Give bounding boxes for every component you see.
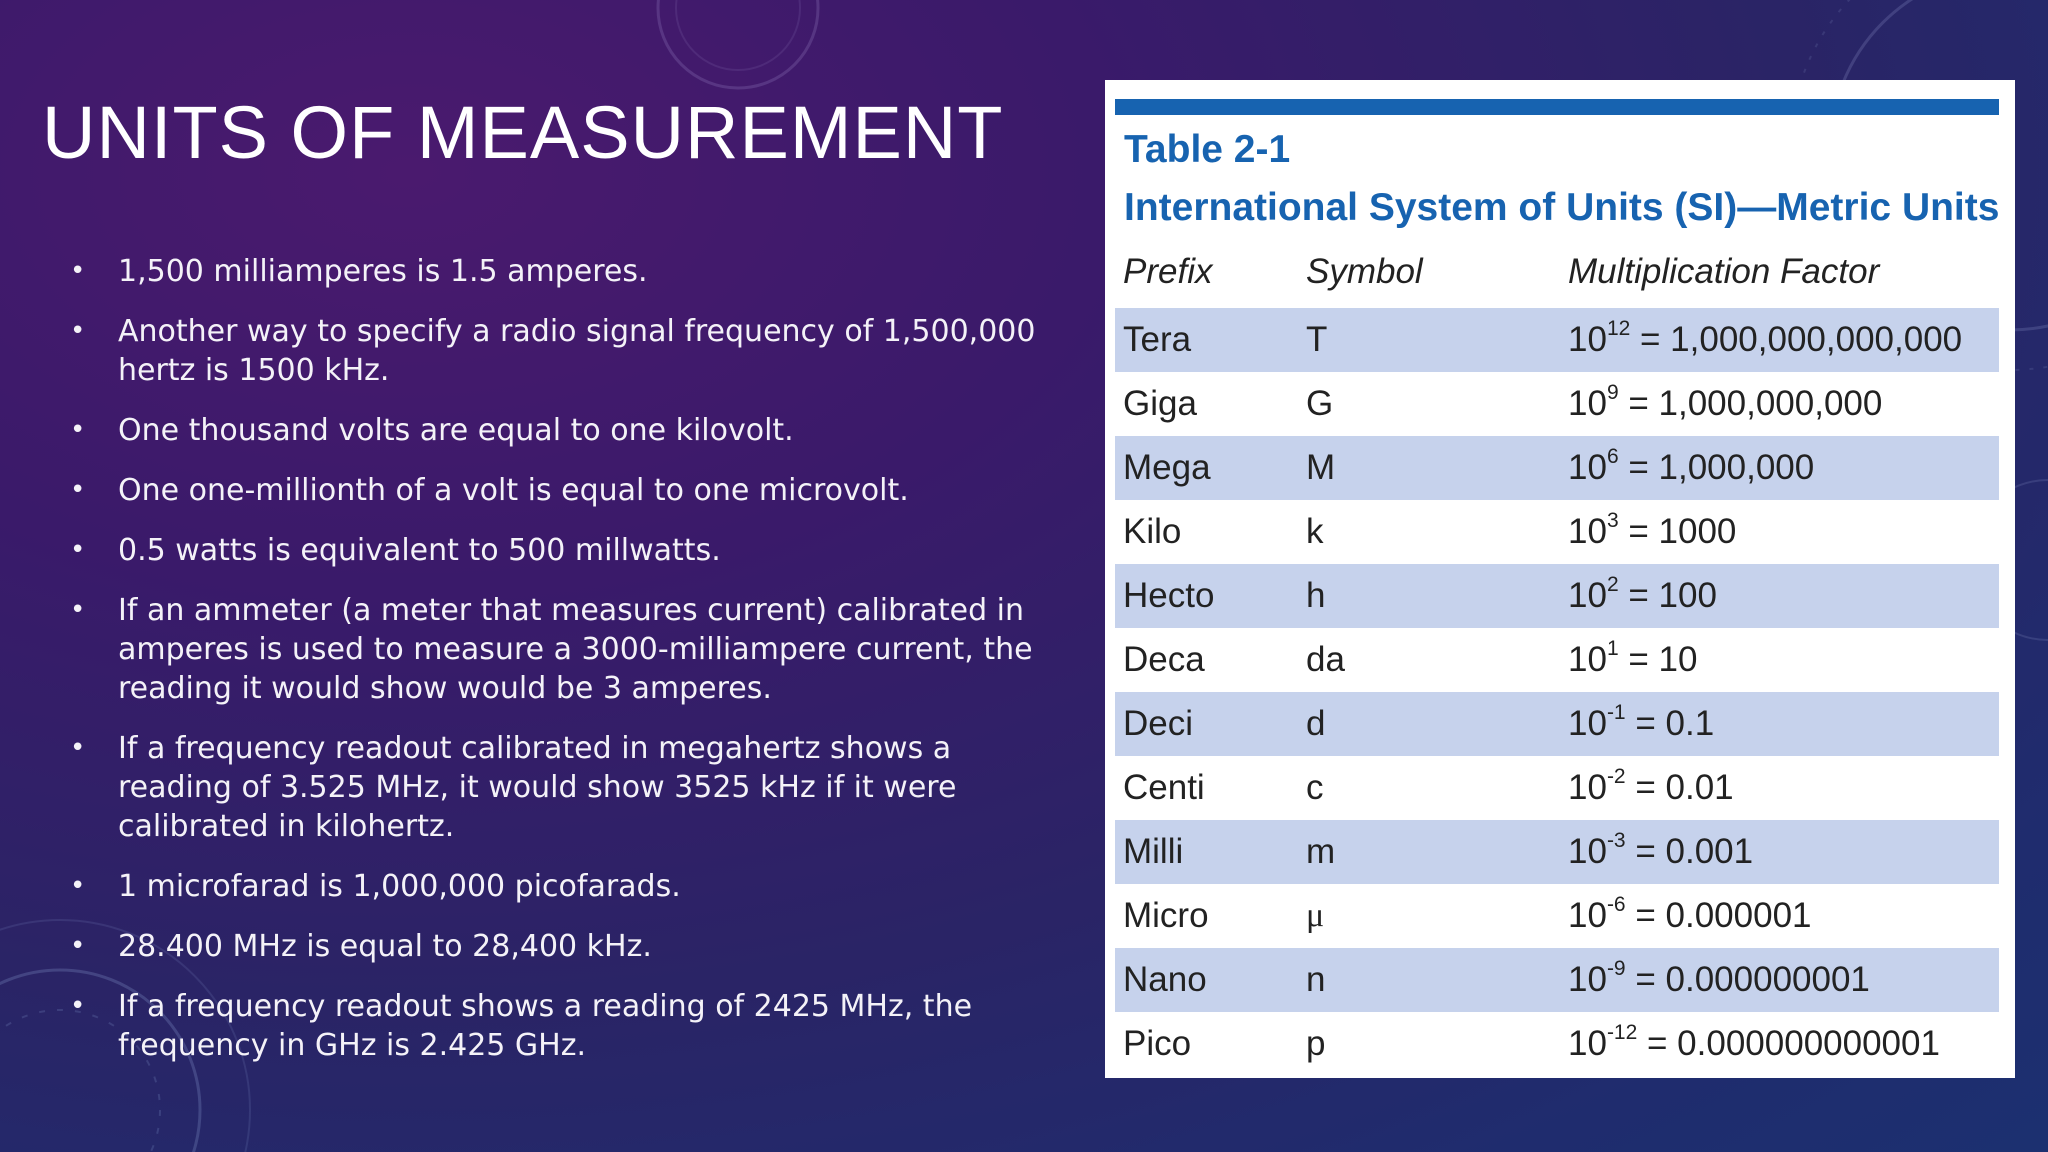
cell-multiplication-factor [1568, 509, 1737, 552]
header-multiplication-factor: Multiplication Factor [1568, 252, 1880, 291]
table-row [1115, 500, 1999, 564]
factor-base: 10 [1568, 1024, 1607, 1063]
cell-symbol: p [1306, 1024, 1326, 1063]
cell-multiplication-factor [1568, 829, 1754, 872]
cell-symbol: μ [1306, 897, 1325, 934]
cell-symbol: m [1306, 832, 1336, 871]
bullet-item: • One thousand volts are equal to one kilovolt. [70, 413, 794, 448]
table-row [1115, 1012, 1999, 1076]
bullet-item: • 1 microfarad is 1,000,000 picofarads. [70, 869, 681, 904]
factor-exponent: -12 [1606, 1021, 1638, 1045]
cell-multiplication-factor [1568, 701, 1715, 744]
table-accent-bar [1115, 99, 1999, 115]
slide-title: UNITS OF MEASUREMENT [42, 91, 1004, 174]
bullet-text: If a frequency readout shows a reading of 2425 MHz, the frequency in GHz is 2.425 GHz. [118, 989, 973, 1063]
bullet-item: • If a frequency readout calibrated in megahertz shows a reading of 3.525 MHz, it would show 3525 kHz if it were calibrated in kilohertz. [70, 731, 957, 844]
factor-value: = 1000 [1618, 512, 1737, 551]
factor-value: = 0.1 [1625, 704, 1715, 743]
cell-symbol: G [1306, 384, 1334, 423]
bullet-item: • 28.400 MHz is equal to 28,400 kHz. [70, 929, 652, 964]
factor-base: 10 [1568, 704, 1607, 743]
factor-value: = 100 [1618, 576, 1717, 615]
table-row [1115, 692, 1999, 756]
bullet-text: 1,500 milliamperes is 1.5 amperes. [118, 254, 648, 289]
factor-exponent: 2 [1606, 573, 1619, 597]
factor-exponent: -3 [1606, 829, 1626, 853]
bullet-item: • 1,500 milliamperes is 1.5 amperes. [70, 254, 648, 289]
bullet-text: One thousand volts are equal to one kilovolt. [118, 413, 794, 448]
cell-symbol: h [1306, 576, 1326, 615]
table-label: Table 2-1 [1124, 128, 1291, 171]
cell-multiplication-factor [1568, 1021, 1940, 1064]
table-row [1115, 308, 1999, 372]
cell-symbol: da [1306, 640, 1345, 679]
header-prefix: Prefix [1123, 252, 1213, 291]
factor-exponent: 12 [1606, 317, 1631, 341]
factor-base: 10 [1568, 832, 1607, 871]
cell-prefix: Deci [1123, 704, 1194, 743]
table-row [1115, 756, 1999, 820]
table-row [1115, 436, 1999, 500]
factor-base: 10 [1568, 384, 1607, 423]
cell-prefix: Micro [1123, 896, 1209, 935]
bullet-text: One one-millionth of a volt is equal to one microvolt. [118, 473, 909, 508]
cell-prefix: Tera [1123, 320, 1192, 359]
factor-value: = 0.001 [1625, 832, 1754, 871]
cell-prefix: Hecto [1123, 576, 1215, 615]
header-symbol: Symbol [1306, 252, 1423, 291]
cell-symbol: d [1306, 704, 1326, 743]
cell-prefix: Nano [1123, 960, 1207, 999]
table-body [1115, 308, 1999, 1076]
table-row [1115, 564, 1999, 628]
factor-value: = 1,000,000,000 [1618, 384, 1883, 423]
cell-symbol: k [1306, 512, 1324, 551]
cell-multiplication-factor [1568, 381, 1883, 424]
bullet-text: Another way to specify a radio signal frequency of 1,500,000 hertz is 1500 kHz. [118, 314, 1036, 388]
cell-multiplication-factor [1568, 765, 1734, 808]
factor-exponent: -6 [1606, 893, 1626, 917]
table-row [1115, 820, 1999, 884]
factor-exponent: -1 [1606, 701, 1626, 725]
factor-base: 10 [1568, 640, 1607, 679]
cell-prefix: Kilo [1123, 512, 1182, 551]
cell-prefix: Centi [1123, 768, 1205, 807]
bullet-item: • One one-millionth of a volt is equal to one microvolt. [70, 473, 909, 508]
factor-value: = 0.000000001 [1625, 960, 1870, 999]
bullet-text: If an ammeter (a meter that measures current) calibrated in amperes is used to measure a 3000-milliampere current, the reading it would show would be 3 amperes. [118, 593, 1033, 706]
bullet-list [66, 252, 1066, 1086]
cell-symbol: T [1306, 320, 1328, 359]
factor-exponent: 1 [1606, 637, 1619, 661]
factor-base: 10 [1568, 576, 1607, 615]
cell-prefix: Milli [1123, 832, 1184, 871]
factor-value: = 0.01 [1625, 768, 1734, 807]
cell-multiplication-factor [1568, 317, 1963, 360]
factor-value: = 0.000001 [1625, 896, 1812, 935]
factor-value: = 0.000000000001 [1637, 1024, 1940, 1063]
table-title: International System of Units (SI)—Metric Units [1124, 186, 2000, 229]
factor-value: = 1,000,000,000,000 [1630, 320, 1963, 359]
cell-multiplication-factor [1568, 573, 1717, 616]
table-row [1115, 884, 1999, 948]
cell-symbol: c [1306, 768, 1324, 807]
cell-multiplication-factor [1568, 637, 1698, 680]
factor-base: 10 [1568, 448, 1607, 487]
cell-symbol: n [1306, 960, 1326, 999]
table-row [1115, 628, 1999, 692]
cell-prefix: Deca [1123, 640, 1205, 679]
cell-multiplication-factor [1568, 893, 1812, 936]
factor-exponent: 6 [1606, 445, 1619, 469]
bullet-item: • Another way to specify a radio signal frequency of 1,500,000 hertz is 1500 kHz. [70, 314, 1036, 388]
factor-value: = 10 [1618, 640, 1698, 679]
factor-exponent: -9 [1606, 957, 1626, 981]
bullet-item: • If an ammeter (a meter that measures current) calibrated in amperes is used to measure a 3000-milliampere current, the reading it would show would be 3 amperes. [70, 593, 1033, 706]
factor-base: 10 [1568, 320, 1607, 359]
bullet-item: • If a frequency readout shows a reading of 2425 MHz, the frequency in GHz is 2.425 GHz. [70, 989, 973, 1063]
table-header-row [1115, 246, 1999, 298]
cell-prefix: Mega [1123, 448, 1211, 487]
table-row [1115, 372, 1999, 436]
cell-multiplication-factor [1568, 957, 1870, 1000]
bullet-text: 1 microfarad is 1,000,000 picofarads. [118, 869, 681, 904]
cell-prefix: Giga [1123, 384, 1197, 423]
factor-exponent: -2 [1606, 765, 1626, 789]
factor-exponent: 9 [1606, 381, 1619, 405]
cell-multiplication-factor [1568, 445, 1815, 488]
bullet-text: If a frequency readout calibrated in megahertz shows a reading of 3.525 MHz, it would show 3525 kHz if it were calibrated in kilohertz. [118, 731, 957, 844]
bullet-text: 0.5 watts is equivalent to 500 millwatts. [118, 533, 721, 568]
cell-symbol: M [1306, 448, 1336, 487]
factor-value: = 1,000,000 [1618, 448, 1815, 487]
factor-exponent: 3 [1606, 509, 1619, 533]
factor-base: 10 [1568, 768, 1607, 807]
factor-base: 10 [1568, 896, 1607, 935]
cell-prefix: Pico [1123, 1024, 1192, 1063]
table-row [1115, 948, 1999, 1012]
bullet-item: • 0.5 watts is equivalent to 500 millwatts. [70, 533, 721, 568]
factor-base: 10 [1568, 512, 1607, 551]
factor-base: 10 [1568, 960, 1607, 999]
si-units-table-card [1105, 80, 2015, 1078]
bullet-text: 28.400 MHz is equal to 28,400 kHz. [118, 929, 652, 964]
